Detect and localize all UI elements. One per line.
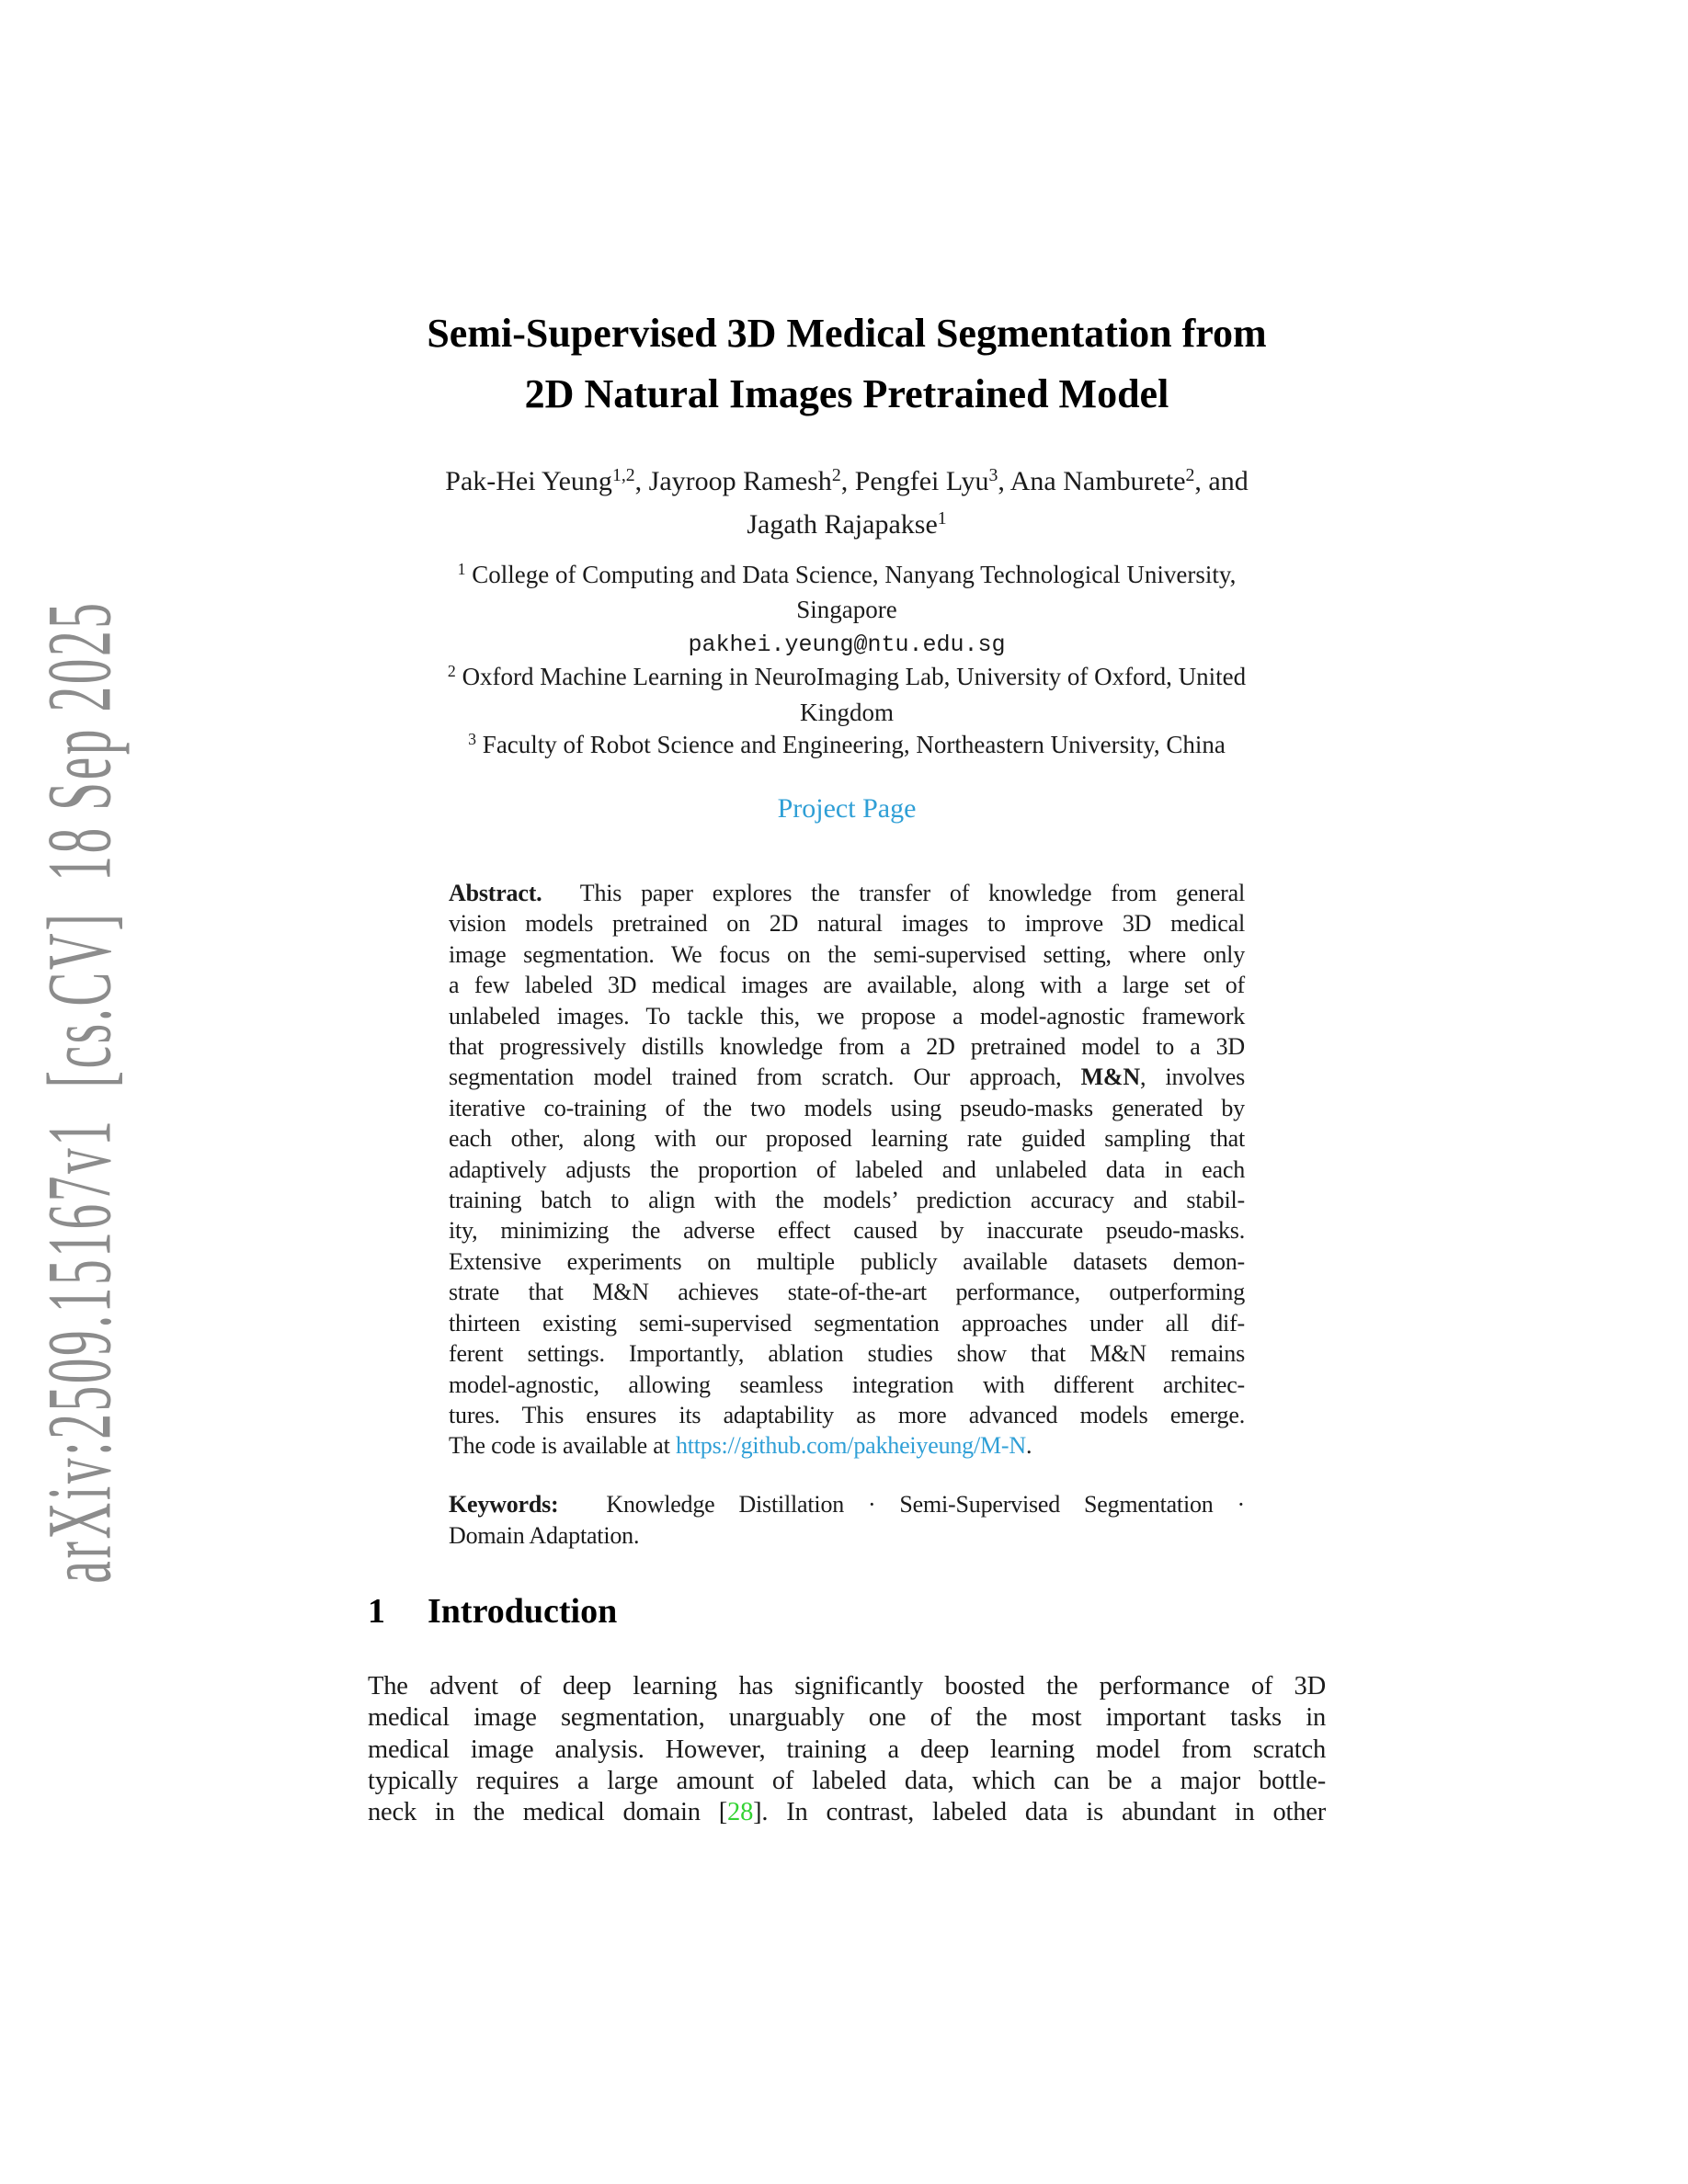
text-line <box>449 1185 1245 1215</box>
superscript: 2 <box>447 662 456 681</box>
text-line <box>368 559 1326 594</box>
text-line <box>449 1370 1245 1400</box>
text-segment: ]. In contrast, labeled data is abundant in other <box>753 1798 1326 1827</box>
project-page-row <box>368 792 1326 825</box>
text-segment: Faculty of Robot Science and Engineering, Northeastern University, China <box>476 731 1226 759</box>
affiliations <box>368 559 1326 764</box>
text-line <box>449 1277 1245 1307</box>
text-line <box>368 505 1326 548</box>
text-line <box>449 1123 1245 1154</box>
text-segment: , Pengfei Lyu <box>840 466 989 496</box>
author-list <box>368 461 1326 548</box>
text-segment: Knowledge Distillation · Semi-Supervised Segmentation · <box>558 1491 1245 1518</box>
superscript: 1 <box>457 560 466 579</box>
text-line <box>449 1215 1245 1246</box>
text-segment: Singapore <box>796 596 897 624</box>
text-line <box>449 939 1245 970</box>
paper-content <box>368 0 1326 2184</box>
text-segment: segmentation model trained from scratch. Our approach, <box>449 1064 1081 1091</box>
superscript: 3 <box>468 730 477 749</box>
text-line <box>449 1430 1245 1461</box>
text-line <box>449 1001 1245 1031</box>
text-segment: image segmentation. We focus on the semi-supervised setting, where only <box>449 940 1245 968</box>
text-segment: model-agnostic, allowing seamless integration with different architec- <box>449 1371 1245 1398</box>
superscript: 1,2 <box>611 465 635 486</box>
text-line <box>368 1702 1326 1734</box>
text-segment: typically requires a large amount of labeled data, which can be a major bottle- <box>368 1766 1326 1795</box>
hyperlink[interactable]: https://github.com/pakheiyeung/M-N <box>675 1432 1026 1460</box>
text-line <box>449 878 1245 908</box>
text-segment: Extensive experiments on multiple publicly available datasets demon- <box>449 1247 1245 1275</box>
email-text: pakhei.yeung@ntu.edu.sg <box>688 631 1006 658</box>
superscript: 2 <box>831 465 841 486</box>
text-line <box>449 1308 1245 1338</box>
text-segment: tures. This ensures its adaptability as more advanced models emerge. <box>449 1401 1245 1428</box>
section-heading-introduction <box>368 1593 617 1632</box>
text-line <box>368 697 1326 729</box>
superscript: 2 <box>1185 465 1195 486</box>
text-segment: unlabeled images. To tackle this, we propose a model-agnostic framework <box>449 1002 1245 1029</box>
section-number: 1 <box>368 1592 385 1631</box>
text-segment: adaptively adjusts the proportion of labeled and unlabeled data in each <box>449 1155 1245 1183</box>
paper-title <box>368 303 1326 425</box>
text-line <box>449 1031 1245 1062</box>
paper-title-line: 2D Natural Images Pretrained Model <box>524 371 1169 416</box>
text-line <box>368 1671 1326 1702</box>
text-segment: , Jayroop Ramesh <box>634 466 832 496</box>
text-segment: that progressively distills knowledge from a 2D pretrained model to a 3D <box>449 1033 1245 1061</box>
text-segment: , involves <box>1139 1064 1245 1091</box>
text-segment: Oxford Machine Learning in NeuroImaging Lab, University of Oxford, United <box>455 663 1247 691</box>
text-line <box>449 1489 1245 1520</box>
text-segment: College of Computing and Data Science, Nanyang Technological University, <box>465 561 1237 588</box>
text-segment: each other, along with our proposed learning rate guided sampling that <box>449 1125 1245 1153</box>
text-segment: vision models pretrained on 2D natural images to improve 3D medical <box>449 910 1245 938</box>
text-segment: Domain Adaptation. <box>449 1521 640 1549</box>
text-segment: iterative co-training of the two models using pseudo-masks generated by <box>449 1094 1245 1121</box>
text-line <box>449 1338 1245 1369</box>
arxiv-watermark: arXiv:2509.15167v1 [cs.CV] 18 Sep 2025 <box>28 600 131 1584</box>
text-line <box>368 661 1326 696</box>
text-line <box>449 1400 1245 1430</box>
text-segment: ferent settings. Importantly, ablation studies show that M&N remains <box>449 1340 1245 1368</box>
text-segment: a few labeled 3D medical images are available, along with a large set of <box>449 972 1245 999</box>
text-line <box>368 594 1326 626</box>
text-segment: strate that M&N achieves state-of-the-art performance, outperforming <box>449 1279 1245 1306</box>
bold-text: Abstract. <box>449 880 542 906</box>
text-line <box>368 1766 1326 1797</box>
text-line <box>449 970 1245 1000</box>
text-line <box>368 729 1326 764</box>
bold-text: Keywords: <box>449 1491 559 1518</box>
text-line <box>368 627 1326 661</box>
abstract-block <box>449 878 1245 1462</box>
text-segment: The advent of deep learning has significantly boosted the performance of 3D <box>368 1672 1326 1701</box>
text-line <box>449 1246 1245 1277</box>
superscript: 3 <box>988 465 998 486</box>
text-segment: Kingdom <box>799 698 894 726</box>
text-line <box>368 1797 1326 1828</box>
text-segment: Pak-Hei Yeung <box>445 466 612 496</box>
text-line <box>449 1062 1245 1092</box>
text-segment: thirteen existing semi-supervised segmentation approaches under all dif- <box>449 1309 1245 1337</box>
superscript: 1 <box>937 508 947 529</box>
text-segment: training batch to align with the models’ prediction accuracy and stabil- <box>449 1187 1245 1214</box>
text-segment: , Ana Namburete <box>998 466 1186 496</box>
text-line <box>449 908 1245 938</box>
text-segment: neck in the medical domain [ <box>368 1798 728 1827</box>
text-segment: This paper explores the transfer of knowledge from general <box>542 880 1245 906</box>
section-title: Introduction <box>428 1592 618 1631</box>
bold-text: M&N <box>1080 1064 1140 1091</box>
text-line <box>449 1093 1245 1123</box>
text-segment: . <box>1025 1432 1032 1460</box>
keywords-block <box>449 1489 1245 1551</box>
citation-ref[interactable]: 28 <box>727 1798 754 1827</box>
text-segment: , and <box>1194 466 1249 496</box>
text-line <box>449 1155 1245 1185</box>
introduction-paragraph <box>368 1671 1326 1828</box>
project-page-link[interactable]: Project Page <box>777 793 917 824</box>
text-line <box>368 461 1326 505</box>
text-segment: The code is available at <box>449 1432 676 1460</box>
text-segment: medical image segmentation, unarguably one of the most important tasks in <box>368 1703 1326 1733</box>
text-segment: ity, minimizing the adverse effect caused by inaccurate pseudo-masks. <box>449 1217 1245 1245</box>
paper-title-line: Semi-Supervised 3D Medical Segmentation from <box>427 311 1267 356</box>
text-segment: Jagath Rajapakse <box>747 509 938 540</box>
text-line <box>449 1520 1245 1552</box>
text-line <box>368 1735 1326 1766</box>
text-segment: medical image analysis. However, training a deep learning model from scratch <box>368 1735 1326 1764</box>
